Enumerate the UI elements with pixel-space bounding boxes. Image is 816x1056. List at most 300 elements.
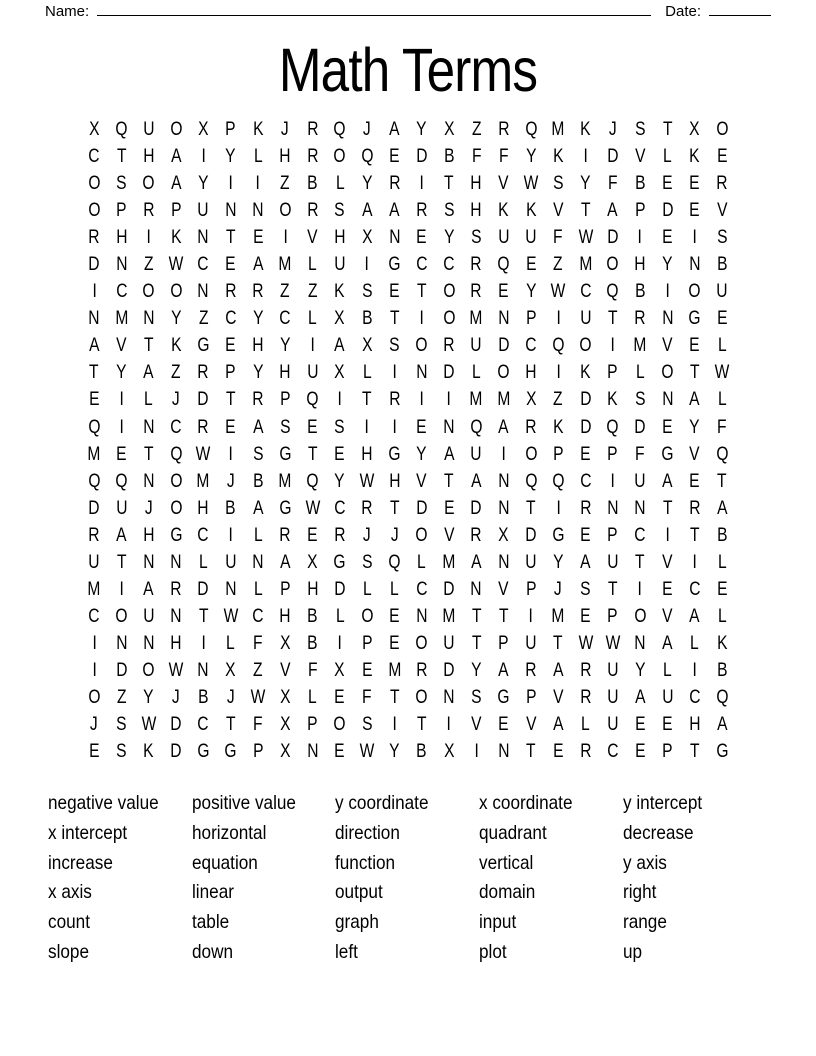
grid-letter: O: [169, 119, 183, 141]
grid-letter: U: [115, 497, 128, 519]
grid-letter: Q: [115, 470, 128, 492]
grid-letter: B: [307, 605, 318, 627]
grid-letter: X: [334, 308, 346, 330]
word-list-column: [192, 789, 336, 967]
grid-letter: S: [361, 281, 373, 303]
word-list-item: decrease: [622, 821, 694, 844]
grid-letter: F: [253, 714, 263, 736]
grid-row: [81, 386, 736, 413]
grid-letter: U: [88, 551, 100, 573]
grid-letter: W: [195, 443, 211, 465]
grid-letter: Y: [170, 308, 182, 330]
grid-letter: V: [662, 605, 673, 627]
grid-letter: C: [115, 281, 128, 303]
grid-letter: M: [551, 605, 565, 627]
grid-letter: U: [143, 119, 155, 141]
grid-letter: J: [363, 524, 372, 546]
word-list-item: slope: [48, 940, 90, 963]
grid-letter: R: [306, 200, 319, 222]
grid-letter: N: [306, 741, 319, 763]
grid-letter: L: [717, 605, 727, 627]
grid-letter: C: [88, 605, 100, 627]
grid-letter: G: [224, 741, 237, 763]
grid-letter: S: [471, 687, 482, 708]
worksheet-header: [0, 0, 816, 21]
grid-letter: X: [443, 741, 455, 763]
grid-letter: N: [143, 308, 155, 330]
grid-letter: Q: [306, 389, 319, 411]
grid-letter: C: [689, 578, 701, 600]
grid-letter: V: [471, 714, 482, 736]
grid-letter: N: [661, 308, 674, 330]
grid-letter: G: [279, 497, 292, 519]
grid-letter: U: [525, 551, 537, 573]
grid-letter: S: [552, 173, 564, 195]
grid-letter: E: [225, 254, 236, 276]
grid-letter: R: [579, 687, 592, 708]
grid-letter: A: [471, 551, 482, 573]
grid-letter: R: [416, 659, 428, 681]
grid-letter: V: [525, 714, 537, 736]
grid-letter: S: [116, 714, 127, 736]
grid-letter: A: [552, 659, 564, 681]
grid-letter: Q: [606, 416, 619, 438]
grid-letter: R: [334, 524, 346, 546]
grid-letter: Z: [143, 254, 154, 276]
grid-letter: V: [443, 524, 455, 546]
grid-letter: O: [415, 335, 428, 357]
grid-letter: T: [225, 389, 236, 411]
grid-letter: E: [580, 443, 591, 465]
grid-letter: K: [689, 146, 700, 168]
grid-letter: D: [634, 416, 646, 438]
grid-letter: T: [89, 362, 99, 384]
date-label: Date:: [665, 3, 701, 20]
grid-letter: V: [662, 335, 673, 357]
grid-letter: N: [143, 470, 155, 492]
grid-letter: M: [196, 470, 210, 492]
grid-letter: A: [170, 173, 182, 195]
grid-letter: T: [143, 443, 154, 465]
grid-letter: Q: [552, 335, 565, 357]
grid-letter: N: [197, 227, 209, 249]
grid-letter: A: [170, 146, 182, 168]
grid-letter: E: [389, 605, 400, 627]
grid-letter: H: [470, 173, 482, 195]
grid-letter: E: [389, 281, 400, 303]
grid-letter: W: [250, 687, 266, 708]
grid-letter: L: [253, 146, 263, 168]
grid-letter: D: [607, 227, 619, 249]
grid-letter: Q: [361, 146, 374, 168]
grid-letter: U: [607, 659, 619, 681]
grid-letter: I: [556, 362, 561, 384]
grid-letter: R: [306, 146, 319, 168]
word-list-column: [335, 789, 479, 967]
grid-letter: R: [579, 659, 592, 681]
grid-letter: D: [470, 497, 482, 519]
grid-letter: J: [390, 524, 399, 546]
grid-letter: M: [442, 605, 456, 627]
grid-row: [81, 657, 736, 684]
grid-letter: K: [498, 200, 509, 222]
grid-letter: E: [662, 173, 673, 195]
grid-letter: L: [253, 578, 263, 600]
grid-letter: O: [524, 443, 537, 465]
grid-letter: B: [716, 524, 728, 546]
grid-letter: O: [415, 524, 428, 546]
grid-letter: L: [417, 551, 427, 573]
grid-letter: B: [634, 173, 646, 195]
grid-letter: R: [634, 308, 646, 330]
grid-letter: R: [579, 497, 592, 519]
grid-letter: G: [169, 524, 183, 546]
grid-letter: A: [662, 632, 673, 654]
grid-letter: E: [334, 687, 346, 708]
grid-letter: G: [497, 687, 510, 708]
grid-letter: U: [579, 308, 592, 330]
grid-letter: T: [662, 119, 673, 141]
grid-letter: P: [525, 578, 537, 600]
grid-letter: V: [634, 146, 646, 168]
grid-letter: G: [552, 524, 565, 546]
grid-letter: I: [665, 281, 670, 303]
grid-letter: M: [114, 308, 128, 330]
grid-letter: U: [716, 281, 728, 303]
grid-letter: Y: [471, 659, 482, 681]
grid-letter: T: [116, 551, 127, 573]
grid-letter: X: [280, 714, 291, 736]
grid-letter: Q: [115, 119, 128, 141]
grid-letter: C: [579, 470, 592, 492]
grid-letter: I: [91, 632, 97, 654]
grid-letter: N: [143, 551, 155, 573]
grid-letter: E: [716, 578, 728, 600]
grid-letter: R: [225, 281, 237, 303]
grid-letter: B: [716, 254, 728, 276]
grid-letter: T: [198, 605, 209, 627]
grid-letter: N: [416, 362, 428, 384]
grid-letter: V: [307, 227, 318, 249]
grid-letter: Y: [198, 173, 209, 195]
grid-letter: R: [388, 173, 401, 195]
grid-letter: T: [526, 497, 536, 519]
grid-letter: H: [143, 146, 155, 168]
grid-letter: A: [143, 362, 154, 384]
grid-letter: I: [610, 470, 615, 492]
grid-letter: O: [142, 173, 155, 195]
word-list-item: horizontal: [191, 821, 267, 844]
grid-letter: Z: [171, 362, 181, 384]
grid-letter: C: [607, 741, 619, 763]
grid-letter: Q: [715, 443, 729, 465]
grid-letter: T: [389, 497, 400, 519]
grid-letter: J: [226, 470, 235, 492]
grid-letter: D: [88, 254, 100, 276]
grid-letter: N: [497, 741, 510, 763]
grid-letter: R: [470, 524, 482, 546]
grid-letter: H: [197, 497, 209, 519]
grid-letter: P: [525, 687, 537, 708]
grid-letter: O: [688, 281, 701, 303]
grid-letter: C: [579, 281, 592, 303]
grid-letter: P: [607, 524, 618, 546]
word-list-item: left: [335, 940, 359, 963]
grid-letter: D: [88, 497, 100, 519]
grid-letter: V: [116, 335, 127, 357]
grid-row: [81, 441, 736, 468]
grid-letter: R: [252, 389, 264, 411]
grid-letter: I: [637, 578, 643, 600]
grid-letter: S: [580, 578, 591, 600]
grid-letter: R: [689, 497, 701, 519]
grid-letter: X: [280, 687, 291, 708]
grid-letter: I: [91, 281, 97, 303]
grid-letter: R: [416, 200, 428, 222]
grid-letter: A: [471, 470, 482, 492]
grid-letter: A: [580, 551, 591, 573]
grid-letter: H: [306, 578, 319, 600]
grid-letter: L: [198, 551, 208, 573]
word-list-item: x axis: [48, 881, 92, 904]
grid-letter: H: [170, 632, 182, 654]
grid-letter: T: [225, 714, 236, 736]
grid-letter: G: [715, 741, 729, 763]
grid-letter: B: [307, 632, 318, 654]
grid-letter: V: [552, 200, 564, 222]
grid-letter: A: [252, 254, 264, 276]
grid-letter: Z: [280, 281, 290, 303]
word-list-column: [48, 789, 192, 967]
grid-letter: R: [716, 173, 728, 195]
grid-letter: R: [525, 659, 537, 681]
grid-letter: I: [419, 389, 424, 411]
grid-letter: L: [362, 578, 372, 600]
grid-letter: F: [608, 173, 618, 195]
grid-letter: T: [444, 470, 454, 492]
grid-letter: A: [498, 659, 509, 681]
word-list-item: function: [335, 851, 396, 874]
grid-letter: Q: [169, 443, 183, 465]
grid-letter: H: [689, 714, 701, 736]
grid-letter: M: [497, 389, 511, 411]
grid-letter: Q: [497, 254, 510, 276]
grid-letter: O: [333, 146, 346, 168]
grid-letter: O: [715, 119, 729, 141]
grid-letter: K: [525, 200, 537, 222]
grid-letter: Z: [280, 173, 290, 195]
grid-letter: M: [87, 443, 101, 465]
grid-letter: O: [661, 362, 674, 384]
grid-letter: M: [469, 308, 483, 330]
grid-letter: U: [607, 687, 619, 708]
word-list-item: plot: [479, 940, 507, 963]
grid-letter: D: [443, 659, 455, 681]
grid-letter: A: [607, 200, 618, 222]
grid-letter: P: [280, 578, 291, 600]
grid-letter: K: [334, 281, 346, 303]
grid-letter: N: [497, 497, 510, 519]
grid-letter: N: [497, 308, 510, 330]
grid-letter: Q: [552, 470, 565, 492]
grid-letter: I: [446, 389, 452, 411]
grid-letter: N: [470, 578, 482, 600]
grid-letter: E: [689, 335, 700, 357]
grid-letter: I: [337, 632, 342, 654]
grid-letter: N: [252, 551, 264, 573]
grid-letter: C: [334, 497, 346, 519]
grid-letter: A: [280, 551, 291, 573]
grid-letter: T: [389, 687, 400, 708]
grid-row: [81, 197, 736, 224]
grid-letter: T: [444, 173, 454, 195]
word-list: [0, 789, 816, 967]
grid-letter: W: [359, 741, 375, 763]
grid-letter: I: [310, 335, 315, 357]
grid-letter: V: [662, 551, 673, 573]
grid-letter: R: [443, 335, 455, 357]
grid-letter: W: [523, 173, 539, 195]
grid-letter: D: [661, 200, 674, 222]
grid-letter: A: [334, 335, 346, 357]
grid-letter: H: [470, 200, 482, 222]
grid-letter: K: [552, 416, 564, 438]
grid-letter: A: [116, 524, 127, 546]
grid-letter: A: [716, 497, 728, 519]
grid-row: [81, 468, 736, 495]
grid-letter: Y: [552, 551, 564, 573]
grid-row: [81, 711, 736, 738]
grid-row: [81, 278, 736, 305]
word-list-item: positive value: [191, 792, 296, 815]
grid-letter: L: [663, 146, 672, 168]
grid-letter: I: [228, 524, 233, 546]
word-list-item: quadrant: [479, 821, 547, 844]
grid-letter: L: [308, 254, 317, 276]
grid-letter: I: [583, 146, 588, 168]
grid-letter: L: [362, 362, 372, 384]
grid-letter: A: [389, 119, 400, 141]
grid-letter: Q: [524, 119, 537, 141]
grid-letter: D: [579, 389, 592, 411]
grid-letter: G: [388, 254, 401, 276]
grid-letter: N: [416, 605, 428, 627]
grid-letter: E: [88, 741, 100, 763]
grid-letter: J: [144, 497, 153, 519]
grid-letter: W: [578, 227, 593, 249]
grid-letter: N: [497, 470, 510, 492]
grid-letter: H: [334, 227, 346, 249]
grid-letter: V: [416, 470, 427, 492]
grid-letter: F: [717, 416, 727, 438]
grid-letter: L: [308, 687, 317, 708]
grid-letter: I: [392, 714, 397, 736]
grid-letter: U: [143, 605, 155, 627]
grid-letter: H: [279, 362, 291, 384]
grid-row: [81, 576, 736, 603]
grid-letter: E: [525, 254, 537, 276]
grid-letter: E: [225, 416, 236, 438]
grid-letter: G: [661, 443, 674, 465]
word-list-item: y axis: [622, 851, 667, 874]
grid-letter: M: [442, 551, 456, 573]
grid-letter: I: [201, 632, 206, 654]
grid-letter: I: [364, 416, 370, 438]
grid-letter: P: [116, 200, 127, 222]
grid-letter: Y: [252, 362, 264, 384]
grid-letter: Z: [307, 281, 318, 303]
grid-letter: E: [443, 497, 455, 519]
grid-letter: J: [281, 119, 290, 141]
grid-letter: O: [442, 308, 456, 330]
grid-letter: Y: [143, 687, 154, 708]
grid-letter: P: [662, 741, 673, 763]
grid-letter: D: [170, 741, 182, 763]
grid-letter: O: [497, 362, 510, 384]
grid-letter: I: [337, 389, 342, 411]
grid-letter: X: [689, 119, 700, 141]
grid-letter: C: [443, 254, 455, 276]
word-list-item: count: [48, 910, 90, 933]
grid-letter: E: [716, 308, 728, 330]
grid-letter: S: [361, 551, 373, 573]
grid-letter: H: [279, 146, 291, 168]
grid-letter: T: [689, 524, 700, 546]
grid-letter: N: [497, 551, 510, 573]
grid-letter: E: [498, 281, 509, 303]
grid-letter: F: [307, 659, 318, 681]
grid-letter: Z: [253, 659, 263, 681]
grid-letter: R: [170, 578, 182, 600]
grid-letter: B: [443, 146, 455, 168]
grid-letter: R: [306, 119, 319, 141]
grid-letter: T: [635, 551, 645, 573]
grid-letter: K: [580, 362, 591, 384]
grid-letter: E: [88, 389, 100, 411]
grid-letter: N: [607, 497, 619, 519]
grid-letter: D: [416, 146, 428, 168]
grid-letter: I: [228, 173, 233, 195]
grid-letter: J: [363, 119, 372, 141]
grid-row: [81, 495, 736, 522]
grid-row: [81, 414, 736, 441]
grid-letter: K: [143, 741, 154, 763]
grid-letter: I: [692, 227, 697, 249]
grid-letter: B: [716, 659, 728, 681]
grid-letter: C: [416, 578, 428, 600]
grid-letter: B: [225, 497, 236, 519]
grid-letter: E: [634, 714, 646, 736]
date-blank-line: [709, 2, 771, 16]
grid-letter: D: [170, 714, 182, 736]
word-list-item: increase: [48, 851, 113, 874]
grid-letter: G: [388, 443, 401, 465]
grid-letter: X: [225, 659, 236, 681]
grid-letter: I: [556, 308, 561, 330]
grid-letter: J: [172, 389, 180, 411]
grid-letter: X: [334, 362, 346, 384]
grid-letter: A: [552, 714, 564, 736]
grid-letter: C: [225, 308, 237, 330]
name-label: Name:: [45, 3, 90, 20]
grid-letter: E: [580, 524, 591, 546]
grid-letter: E: [662, 578, 673, 600]
word-list-item: up: [622, 940, 642, 963]
grid-letter: A: [443, 443, 455, 465]
grid-letter: S: [116, 741, 127, 763]
grid-letter: O: [415, 687, 428, 708]
grid-letter: C: [197, 254, 209, 276]
